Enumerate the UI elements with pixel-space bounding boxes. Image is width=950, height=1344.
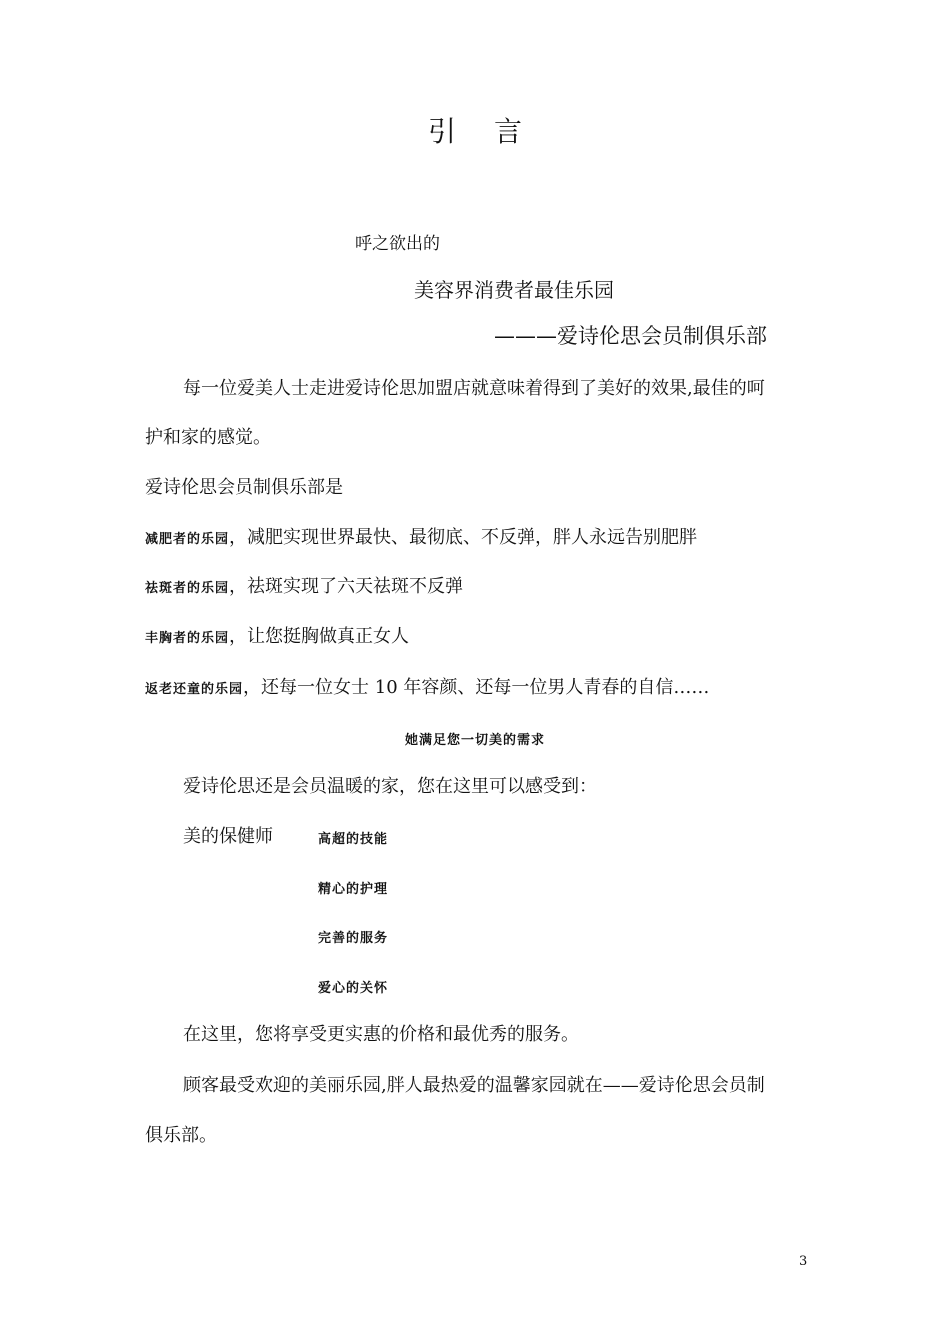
tagline-line-3: ———爱诗伦思会员制俱乐部	[494, 324, 767, 348]
paradise-text: ，还每一位女士 10 年容颜、还每一位男人青春的自信……	[243, 677, 710, 698]
paradise-text: ，让您挺胸做真正女人	[229, 626, 410, 647]
health-item: 高超的技能	[318, 832, 389, 847]
club-intro: 爱诗伦思会员制俱乐部是	[145, 477, 343, 498]
center-note: 她满足您一切美的需求	[404, 733, 545, 748]
tagline-line-2: 美容界消费者最佳乐园	[414, 278, 614, 302]
health-item: 精心的护理	[318, 882, 389, 897]
health-item: 爱心的关怀	[318, 981, 389, 996]
paradise-item	[145, 574, 463, 600]
health-item: 完善的服务	[318, 931, 389, 946]
paragraph-1-line-2: 护和家的感觉。	[145, 427, 271, 448]
page-number: 3	[799, 1254, 808, 1269]
paradise-item	[145, 525, 697, 551]
closing-paragraph-1: 在这里，您将享受更实惠的价格和最优秀的服务。	[183, 1024, 579, 1045]
paradise-label: 返老还童的乐园	[145, 682, 244, 697]
health-label: 美的保健师	[183, 826, 273, 847]
paradise-item	[145, 624, 409, 650]
closing-paragraph-2-line-2: 俱乐部。	[145, 1125, 217, 1146]
paradise-item	[145, 675, 709, 701]
tagline-line-1: 呼之欲出的	[355, 234, 440, 254]
page-title: 引言	[427, 115, 560, 148]
paradise-text: ，祛斑实现了六天祛斑不反弹	[229, 576, 464, 597]
paragraph-1-line-1: 每一位爱美人士走进爱诗伦思加盟店就意味着得到了美好的效果,最佳的呵	[183, 378, 765, 399]
paradise-text: ，减肥实现世界最快、最彻底、不反弹，胖人永远告别肥胖	[229, 527, 698, 548]
paradise-label: 减肥者的乐园	[145, 532, 230, 547]
paradise-label: 丰胸者的乐园	[145, 631, 230, 646]
home-intro: 爱诗伦思还是会员温暖的家，您在这里可以感受到：	[183, 776, 597, 797]
closing-paragraph-2-line-1: 顾客最受欢迎的美丽乐园,胖人最热爱的温馨家园就在——爱诗伦思会员制	[183, 1075, 765, 1096]
paradise-label: 祛斑者的乐园	[145, 581, 230, 596]
